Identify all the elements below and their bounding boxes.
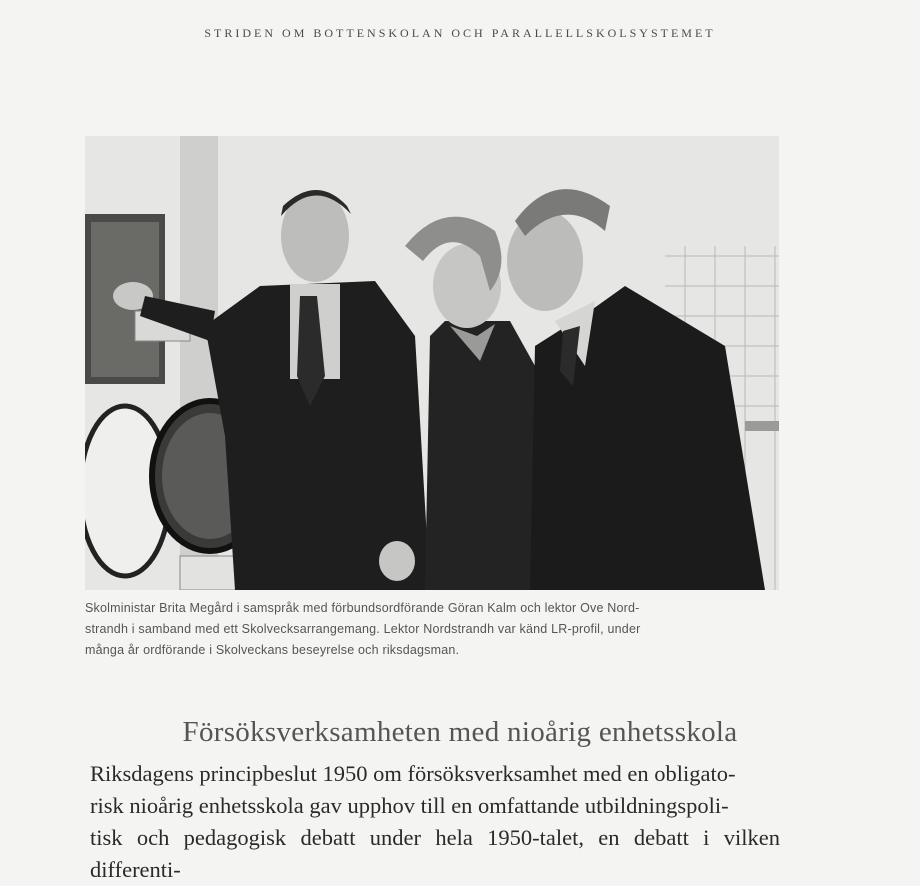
caption-line: många år ordförande i Skolveckans beseyrelse och riksdagsman. [85,643,460,657]
photograph [85,136,779,590]
body-paragraph [90,758,780,886]
caption-line: strandh i samband med ett Skolvecksarrangemang. Lektor Nordstrandh var känd LR-profil, under [85,622,641,636]
body-line: tisk och pedagogisk debatt under hela 1950-talet, en debatt i vilken differenti- [90,825,780,882]
caption-line: Skolministar Brita Megård i samspråk med förbundsordförande Göran Kalm och lektor Ove Nord- [85,601,640,615]
railing [745,421,779,431]
section-heading: Försöksverksamheten med nioårig enhetsskola [182,716,738,748]
body-line: risk nioårig enhetsskola gav upphov till en omfattande utbildningspoli- [90,793,729,818]
photo-scene [85,136,779,590]
running-header: STRIDEN OM BOTTENSKOLAN OCH PARALLELLSKOLSYSTEMET [204,26,716,40]
body-line: Riksdagens principbeslut 1950 om försöksverksamhet med en obligato- [90,761,736,786]
photo-caption [85,598,765,661]
